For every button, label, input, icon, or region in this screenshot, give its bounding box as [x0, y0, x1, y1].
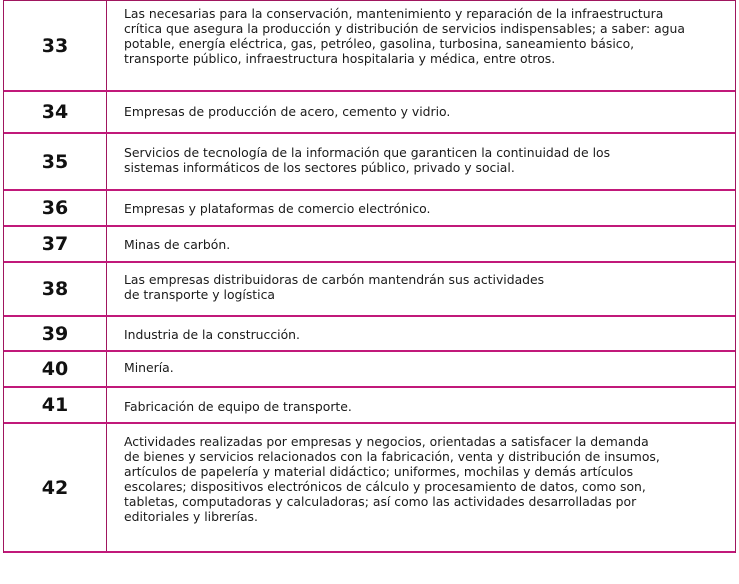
row-description: Minería. — [124, 360, 174, 375]
row-number: 38 — [4, 263, 107, 315]
row-description: Industria de la construcción. — [124, 327, 300, 342]
row-description: Actividades realizadas por empresas y negocios, orientadas a satisfacer la demanda de bienes y servicios relacionados con la fabricación, venta y distribución de insumos, artículos de papelería y material didáctico; uniformes, mochilas y demás artículos escolares; dispositivos electrónicos de cálculo y procesamiento de datos, como son, tabletas, computadoras y calculadoras; así como las actividades desarrolladas por editoriales y librerías. — [124, 434, 660, 524]
table-row — [4, 352, 735, 388]
row-description: Las empresas distribuidoras de carbón mantendrán sus actividades de transporte y logística — [124, 272, 545, 302]
table-row — [4, 92, 735, 134]
row-number: 40 — [4, 352, 107, 386]
row-number: 35 — [4, 134, 107, 189]
row-number: 36 — [4, 191, 107, 225]
row-number: 34 — [4, 92, 107, 132]
row-description: Las necesarias para la conservación, mantenimiento y reparación de la infraestructura crítica que asegura la producción y distribución de servicios indispensables; a saber: agua potable, energía eléctrica, gas, petróleo, gasolina, turbosina, saneamiento básico, transporte público, infraestructura hospitalaria y médica, entre otros. — [124, 6, 685, 66]
table-row — [4, 1, 735, 92]
row-number: 42 — [4, 424, 107, 551]
row-number: 33 — [4, 1, 107, 90]
table-row — [4, 388, 735, 424]
table-row — [4, 134, 735, 191]
row-number: 39 — [4, 317, 107, 350]
activities-table — [3, 0, 736, 553]
table-row — [4, 424, 735, 553]
row-number: 37 — [4, 227, 107, 261]
row-description: Servicios de tecnología de la información que garanticen la continuidad de los sistemas informáticos de los sectores público, privado y social. — [124, 145, 611, 175]
table-row — [4, 263, 735, 317]
row-description: Empresas de producción de acero, cemento y vidrio. — [124, 104, 451, 119]
row-description: Minas de carbón. — [124, 237, 231, 252]
row-description: Fabricación de equipo de transporte. — [124, 399, 352, 414]
table-row — [4, 317, 735, 352]
row-number: 41 — [4, 388, 107, 422]
table-row — [4, 191, 735, 227]
row-description: Empresas y plataformas de comercio electrónico. — [124, 201, 431, 216]
table-row — [4, 227, 735, 263]
